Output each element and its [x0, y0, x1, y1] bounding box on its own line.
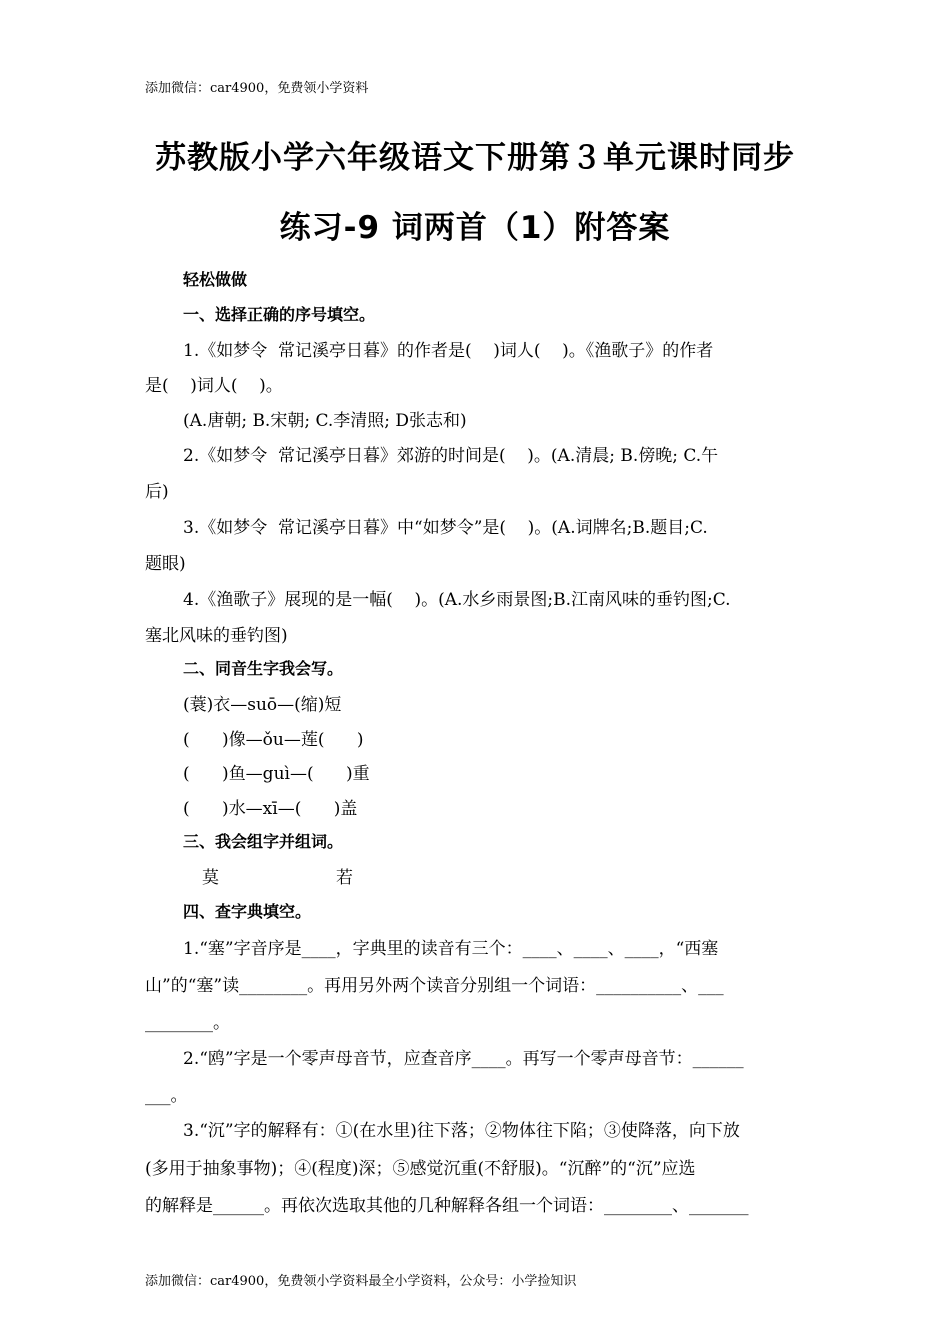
title-line-2: 练习-9 词两首（1）附答案	[279, 210, 671, 246]
q3-line-1: 3.《如梦令 常记溪亭日暮》中“如梦令”是( )。(A.词牌名;B.题目;C.	[183, 518, 708, 538]
page-footer: 添加微信：car4900，免费领小学资料最全小学资料，公众号：小学捡知识	[145, 1274, 577, 1289]
homophone-row-4: ( )水—xī—( )盖	[183, 799, 358, 819]
dict-3-line-3: 的解释是______。再依次选取其他的几种解释各组一个词语：________、_______	[145, 1196, 749, 1216]
dict-2-line-1: 2.“鸥”字是一个零声母音节，应查音序____。再写一个零声母音节：______	[183, 1049, 744, 1069]
section-2-heading: 二、同音生字我会写。	[183, 659, 344, 678]
dict-3-line-1: 3.“沉”字的解释有：①(在水里)往下落；②物体往下陷；③使降落，向下放	[183, 1121, 740, 1141]
title-line-1: 苏教版小学六年级语文下册第３单元课时同步	[155, 140, 795, 176]
page-header: 添加微信：car4900，免费领小学资料	[145, 81, 369, 96]
q3-line-2: 题眼)	[145, 554, 186, 574]
section-3-heading: 三、我会组字并组词。	[183, 832, 344, 851]
char-ruo: 若	[336, 868, 353, 888]
q1-line-3: (A.唐朝; B.宋朝; C.李清照; D张志和)	[183, 411, 467, 431]
dict-1-line-1: 1.“塞”字音序是____，字典里的读音有三个：____、____、____，“西塞	[183, 939, 719, 959]
section-easy: 轻松做做	[183, 270, 248, 289]
section-4-heading: 四、查字典填空。	[183, 902, 312, 921]
q4-line-1: 4.《渔歌子》展现的是一幅( )。(A.水乡雨景图;B.江南风味的垂钓图;C.	[183, 590, 731, 610]
dict-1-line-3: ________。	[145, 1013, 230, 1033]
homophone-row-2: ( )像—ǒu—莲( )	[183, 730, 364, 750]
section-1-heading: 一、选择正确的序号填空。	[183, 305, 376, 324]
homophone-row-1: (蓑)衣—suō—(缩)短	[183, 695, 342, 715]
q1-line-2: 是( )词人( )。	[145, 376, 283, 396]
homophone-row-3: ( )鱼—guì—( )重	[183, 764, 370, 784]
q2-line-1: 2.《如梦令 常记溪亭日暮》郊游的时间是( )。(A.清晨; B.傍晚; C.午	[183, 446, 719, 466]
q4-line-2: 塞北风味的垂钓图)	[145, 626, 288, 646]
char-mo: 莫	[202, 868, 219, 888]
dict-1-line-2: 山”的“塞”读________。再用另外两个读音分别组一个词语：__________、___	[145, 976, 724, 996]
q1-line-1: 1.《如梦令 常记溪亭日暮》的作者是( )词人( )。《渔歌子》的作者	[183, 341, 714, 361]
dict-3-line-2: (多用于抽象事物)；④(程度)深；⑤感觉沉重(不舒服)。“沉醉”的“沉”应选	[145, 1159, 696, 1179]
dict-2-line-2: ___。	[145, 1086, 188, 1106]
q2-line-2: 后)	[145, 482, 169, 502]
